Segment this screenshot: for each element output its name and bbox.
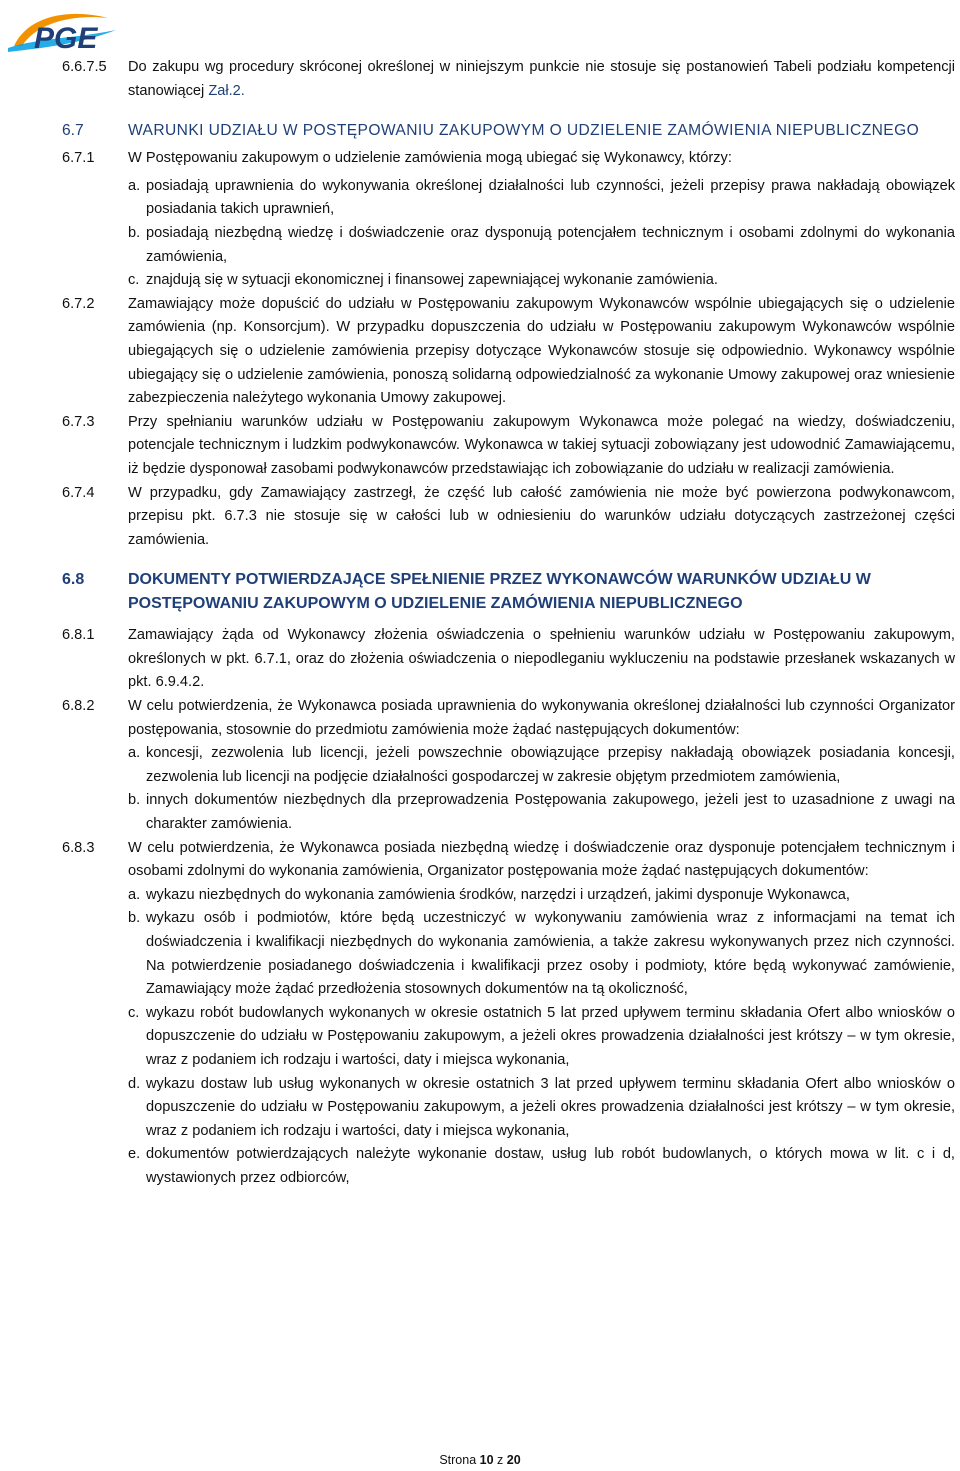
document-body (62, 56, 955, 1191)
list-item (128, 742, 955, 789)
list-text: wykazu osób i podmiotów, które będą uczestniczyć w wykonywaniu zamówienia wraz z informacjami na temat ich doświadczenia i kwalifikacji niezbędnych do wykonania zamówienia, a także zakresu wykonywanych przez nich czynności. Na potwierdzenie posiadanego doświadczenia i kwalifikacji przez osoby i podmioty, które będą wykonywać zamówienie, Zamawiający może żądać przedłożenia stosownych dokumentów na tą okoliczność, (146, 910, 955, 998)
paragraph-number: 6.8.3 (62, 839, 95, 856)
heading-text: WARUNKI UDZIAŁU W POSTĘPOWANIU ZAKUPOWYM O UDZIELENIE ZAMÓWIENIA NIEPUBLICZNEGO (128, 122, 920, 140)
paragraph-683 (62, 837, 955, 884)
paragraph-number: 6.7.3 (62, 413, 95, 430)
paragraph-681 (62, 624, 955, 695)
paragraph-671 (62, 147, 955, 171)
list-text: wykazu robót budowlanych wykonanych w okresie ostatnich 5 lat przed upływem terminu składania Ofert albo wniosków o dopuszczenie do udziału w Postępowaniu zakupowym, a jeżeli okres prowadzenia działalności jest krótszy – w tym okresie, wraz z podaniem ich rodzaju i wartości, daty i miejsca wykonania, (146, 1004, 955, 1068)
list-text: wykazu niezbędnych do wykonania zamówienia środków, narzędzi i urządzeń, jakimi dysponuje Wykonawca, (146, 886, 850, 903)
footer-page-number: 10 (479, 1453, 494, 1467)
list-letter: d. (128, 1075, 141, 1092)
paragraph-text: Do zakupu wg procedury skróconej określonej w niniejszym punkcie nie stosuje się postanowień Tabeli podziału kompetencji stanowiącej Zał.2. (128, 59, 955, 99)
list-letter: a. (128, 745, 141, 762)
paragraph-text: Zamawiający może dopuścić do udziału w Postępowaniu zakupowym Wykonawców wspólnie ubiegających się o udzielenie zamówienia (np. Konsorcjum). W przypadku dopuszczenia do udziału w Postępowaniu zakupowym Wykonawców wspólnie ubiegających się o udzielenie zamówienia przepisy dotyczące Wykonawców stosuje się odpowiednio. Wykonawcy wspólnie ubiegający się o udzielenie zamówienia, ponoszą solidarną odpowiedzialność za wykonanie Umowy zakupowej oraz wniesienie zabezpieczenia należytego wykonania Umowy zakupowej. (128, 295, 955, 407)
heading-number: 6.8 (62, 571, 85, 589)
list-text: innych dokumentów niezbędnych dla przeprowadzenia Postępowania zakupowego, jeżeli jest to uzasadnione z uwagi na charakter zamówienia. (146, 792, 955, 833)
list-letter: b. (128, 792, 141, 809)
attachment-link[interactable]: Zał.2. (208, 82, 245, 99)
list-item (128, 789, 955, 836)
list-letter: c. (128, 1004, 140, 1021)
list-item (128, 1002, 955, 1073)
list-text: posiadają niezbędną wiedzę i doświadczenie oraz dysponują potencjałem technicznym i osobami zdolnymi do wykonania zamówienia, (146, 224, 955, 265)
paragraph-number: 6.7.1 (62, 150, 95, 167)
footer-page-total: 20 (506, 1453, 521, 1467)
paragraph-number: 6.6.7.5 (62, 59, 107, 75)
list-letter: a. (128, 886, 141, 903)
paragraph-number: 6.7.2 (62, 295, 95, 312)
section-heading-6-8 (62, 568, 955, 616)
paragraph-text: W celu potwierdzenia, że Wykonawca posiada uprawnienia do wykonywania określonej działalności lub czynności Organizator postępowania, stosownie do przedmiotu zamówienia może żądać następujących dokumentów: (128, 698, 955, 738)
paragraph-number: 6.7.4 (62, 484, 95, 501)
paragraph-text: Zamawiający żąda od Wykonawcy złożenia oświadczenia o spełnieniu warunków udziału w Postępowaniu zakupowym, określonych w pkt. 6.7.1, oraz do złożenia oświadczenia o niepodleganiu wykluczeniu na podstawie przesłanek wskazanych w pkt. 6.9.4.2. (128, 627, 955, 691)
list-letter: b. (128, 910, 141, 927)
list-item (128, 1143, 955, 1190)
list-item (128, 222, 955, 269)
list-item (128, 907, 955, 1001)
list-text: wykazu dostaw lub usług wykonanych w okresie ostatnich 3 lat przed upływem terminu składania Ofert albo wniosków o dopuszczenie do udziału w Postępowaniu zakupowym, a jeżeli okres prowadzenia działalności jest krótszy – w tym okresie, wraz z podaniem ich rodzaju i wartości, daty i miejsca wykonania, (146, 1075, 955, 1139)
paragraph-text: Przy spełnianiu warunków udziału w Postępowaniu zakupowym Wykonawca może polegać na wiedzy, doświadczeniu, potencjale technicznym i ludzkim podwykonawców. Wykonawca w takiej sytuacji zobowiązany jest udowodnić Zamawiającemu, iż będzie dysponował zasobami podwykonawców przedstawiając ich zobowiązanie do udziału w realizacji zamówienia. (128, 413, 955, 477)
pge-logo (8, 8, 118, 54)
list-letter: a. (128, 177, 141, 194)
list-letter: e. (128, 1146, 141, 1163)
list-letter: b. (128, 224, 141, 241)
list-item (128, 884, 955, 908)
footer-separator: z (497, 1453, 504, 1467)
paragraph-number: 6.8.1 (62, 627, 95, 644)
list-item (128, 1073, 955, 1144)
footer-prefix: Strona (439, 1453, 477, 1467)
section-heading-6-7 (62, 119, 955, 143)
paragraph-text: W przypadku, gdy Zamawiający zastrzegł, że część lub całość zamówienia nie może być powierzona podwykonawcom, przepisu pkt. 6.7.3 nie stosuje się w całości lub w odniesieniu do warunków udziału dotyczących zastrzeżonej części zamówienia. (128, 484, 955, 548)
heading-number: 6.7 (62, 122, 84, 140)
list-text: dokumentów potwierdzających należyte wykonanie dostaw, usług lub robót budowlanych, o których mowa w lit. c i d, wystawionych przez odbiorców, (146, 1146, 955, 1186)
paragraph-674 (62, 482, 955, 553)
logo-text: PGE (34, 22, 98, 54)
paragraph-text: W Postępowaniu zakupowym o udzielenie zamówienia mogą ubiegać się Wykonawcy, którzy: (128, 150, 732, 167)
paragraph-number: 6.8.2 (62, 698, 95, 715)
list-letter: c. (128, 272, 140, 289)
paragraph-672 (62, 293, 955, 411)
paragraph-673 (62, 411, 955, 482)
paragraph-682 (62, 695, 955, 742)
list-text: posiadają uprawnienia do wykonywania określonej działalności lub czynności, jeżeli przepisy prawa nakładają obowiązek posiadania takich uprawnień, (146, 177, 955, 218)
list-item (128, 175, 955, 222)
paragraph-6675 (0, 56, 955, 103)
list-text: znajdują się w sytuacji ekonomicznej i finansowej zapewniającej wykonanie zamówienia. (146, 272, 718, 289)
page-footer (0, 1452, 960, 1468)
heading-text: DOKUMENTY POTWIERDZAJĄCE SPEŁNIENIE PRZEZ WYKONAWCÓW WARUNKÓW UDZIAŁU W POSTĘPOWANIU ZAKUPOWYM O UDZIELENIE ZAMÓWIENIA NIEPUBLICZNEGO (128, 571, 871, 613)
list-item (128, 269, 955, 293)
list-text: koncesji, zezwolenia lub licencji, jeżeli powszechnie obowiązujące przepisy nakładają obowiązek posiadania koncesji, zezwolenia lub licencji na podjęcie działalności gospodarczej w zakresie objętym przedmiotem zamówienia, (146, 745, 955, 785)
paragraph-text: W celu potwierdzenia, że Wykonawca posiada niezbędną wiedzę i doświadczenie oraz dysponuje potencjałem technicznym i osobami zdolnymi do wykonania zamówienia, Organizator postępowania może żądać następujących dokumentów: (128, 839, 955, 880)
